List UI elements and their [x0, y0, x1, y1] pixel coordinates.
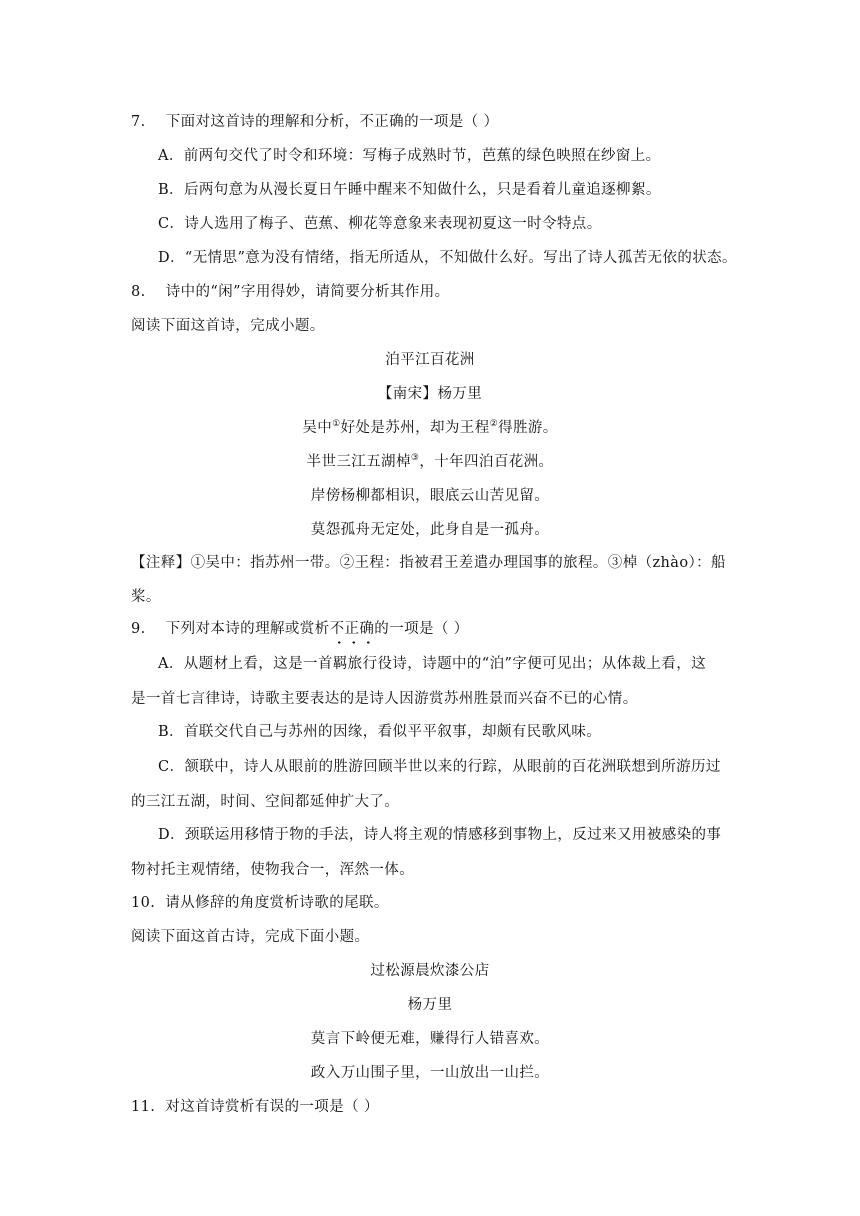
- annotation-line-1: 【注释】①吴中：指苏州一带。②王程：指被君王差遣办理国事的旅程。③棹（zhào）：船: [131, 555, 726, 571]
- question-number: 10.: [131, 895, 156, 911]
- option-a: A．前两句交代了时令和环境：写梅子成熟时节，芭蕉的绿色映照在纱窗上。: [158, 148, 661, 164]
- poem-line-1: 莫言下岭便无难，赚得行人错喜欢。: [310, 1031, 550, 1047]
- question-9: [131, 619, 469, 639]
- poem-line-4: 莫怨孤舟无定处，此身自是一孤舟。: [310, 522, 550, 538]
- footnote-marker: ②: [489, 419, 499, 430]
- annotation-line-2: 桨。: [131, 589, 161, 605]
- option-b: B．首联交代自己与苏州的因缘，看似平平叙事，却颇有民歌风味。: [158, 724, 602, 740]
- poem-author: 【南宋】杨万里: [377, 386, 483, 402]
- poem-line-3: 岸傍杨柳都相识，眼底云山苦见留。: [310, 488, 550, 504]
- poem-line-2: [0, 452, 860, 472]
- option-b: B．后两句意为从漫长夏日午睡中醒来不知做什么，只是看着儿童追逐柳絮。: [158, 182, 661, 198]
- option-a: A．从题材上看，这是一首羁旅行役诗，诗题中的“泊”字便可见出；从体裁上看，这: [158, 656, 706, 672]
- question-text: 请从修辞的角度赏析诗歌的尾联。: [165, 895, 389, 911]
- option-a-continued: 是一首七言律诗，诗歌主要表达的是诗人因游赏苏州胜景而兴奋不已的心情。: [131, 691, 638, 707]
- reading-instruction: 阅读下面这首诗，完成小题。: [131, 318, 325, 334]
- emphasis-dotted-text: 不正确: [329, 621, 375, 637]
- option-c: C．颔联中，诗人从眼前的胜游回顾半世以来的行踪，从眼前的百花洲联想到所游历过: [158, 759, 721, 775]
- option-d: D．“无情思”意为没有情绪，指无所适从，不知做什么好。写出了诗人孤苦无依的状态。: [158, 250, 737, 266]
- option-d: D．颈联运用移情于物的手法，诗人将主观的情感移到事物上，反过来又用被感染的事: [158, 827, 722, 843]
- poem-text: 半世三江五湖棹: [306, 454, 411, 470]
- poem-title: 泊平江百花洲: [385, 352, 475, 368]
- option-c: C．诗人选用了梅子、芭蕉、柳花等意象来表现初夏这一时令特点。: [158, 216, 602, 232]
- question-11: [131, 1097, 379, 1117]
- question-number: 8.: [131, 284, 146, 300]
- footnote-marker: ①: [332, 419, 341, 430]
- option-c-continued: 的三江五湖，时间、空间都延伸扩大了。: [131, 794, 400, 810]
- poem-title: 过松源晨炊漆公店: [370, 963, 490, 979]
- poem-author: 杨万里: [407, 997, 453, 1013]
- question-text: 的一项是（ ）: [374, 621, 469, 637]
- question-number: 7.: [131, 114, 146, 130]
- poem-text: 吴中: [302, 420, 333, 436]
- question-7: [131, 112, 499, 132]
- option-d-continued: 物衬托主观情绪，使物我合一，浑然一体。: [131, 862, 415, 878]
- poem-text: 好处是苏州，却为王程: [340, 420, 490, 436]
- question-10: [131, 893, 389, 913]
- poem-text: 得胜游。: [498, 420, 558, 436]
- reading-instruction: 阅读下面这首古诗，完成下面小题。: [131, 929, 370, 945]
- question-number: 9.: [131, 621, 146, 637]
- question-text: 下面对这首诗的理解和分析，不正确的一项是（ ）: [165, 114, 499, 130]
- question-text: 下列对本诗的理解或赏析: [165, 621, 330, 637]
- poem-text: ，十年四泊百花洲。: [419, 454, 554, 470]
- poem-line-1: [0, 418, 860, 438]
- poem-line-2: 政入万山围子里，一山放出一山拦。: [310, 1065, 550, 1081]
- footnote-marker: ③: [410, 453, 420, 464]
- question-8: [131, 282, 450, 302]
- question-number: 11.: [131, 1099, 156, 1115]
- question-text: 对这首诗赏析有误的一项是（ ）: [165, 1099, 379, 1115]
- question-text: 诗中的“闲”字用得妙，请简要分析其作用。: [165, 284, 450, 300]
